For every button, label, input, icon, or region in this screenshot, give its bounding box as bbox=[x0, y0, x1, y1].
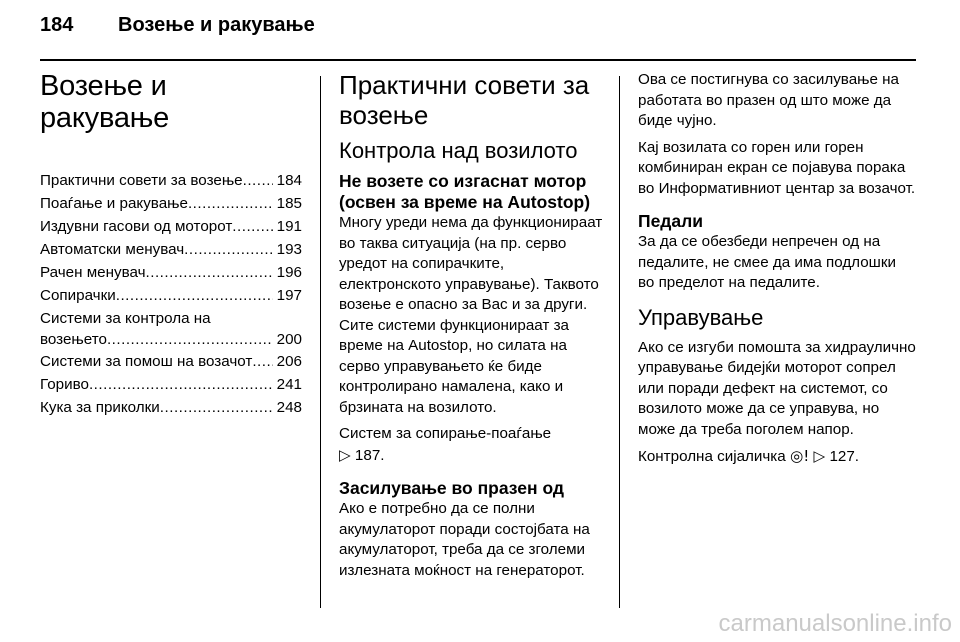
section-title-line: Практични совети за bbox=[339, 70, 590, 100]
toc-entry[interactable] bbox=[40, 375, 302, 396]
topic-heading bbox=[339, 171, 603, 213]
toc-leader-dots bbox=[160, 398, 273, 419]
paragraph-text: Контролна сијаличка bbox=[638, 448, 786, 465]
topic-heading: Педали bbox=[638, 211, 704, 231]
page-ref-link[interactable]: 127. bbox=[829, 448, 859, 465]
steering-warning-icon: ◎! bbox=[789, 447, 810, 465]
topic-heading-line: (освен за време на Autostop) bbox=[339, 192, 591, 212]
cross-reference-paragraph bbox=[339, 424, 603, 466]
toc-leader-dots bbox=[116, 286, 273, 307]
continuation-column bbox=[638, 70, 916, 474]
toc-entry[interactable] bbox=[40, 217, 302, 238]
toc-entry[interactable] bbox=[40, 171, 302, 192]
page-number: 184 bbox=[40, 14, 74, 36]
section-column bbox=[339, 70, 603, 587]
page-ref-icon: ▷ bbox=[339, 445, 351, 464]
section-title bbox=[339, 70, 603, 130]
toc-entry-label: Издувни гасови од моторот bbox=[40, 217, 233, 235]
toc-entry-page: 185 bbox=[276, 194, 302, 212]
toc-leader-dots bbox=[252, 352, 272, 373]
header-title: Возење и ракување bbox=[118, 14, 315, 36]
toc-entry-label: Сопирачки bbox=[40, 286, 116, 304]
toc-leader-dots bbox=[146, 263, 273, 284]
paragraph: Кај возилата со горен или горен комбиниран екран се појавува порака во Информативниот центар за возачот. bbox=[638, 138, 916, 197]
toc-leader-dots bbox=[89, 375, 273, 396]
toc-entry-label: Автоматски менувач bbox=[40, 240, 185, 258]
toc-entry-label: Гориво bbox=[40, 376, 89, 394]
toc-entry-label: Рачен менувач bbox=[40, 263, 146, 281]
toc-entry-label: Практични совети за возење bbox=[40, 172, 243, 189]
column-divider-left bbox=[320, 76, 321, 608]
header-rule bbox=[40, 59, 916, 61]
paragraph: Многу уреди нема да функционираат во таква ситуација (на пр. серво уредот на сопирачките, електронското управување). Таквото возење е опасно за Вас и за други. Сите системи функционираат за време на Autostop, но силата на серво управувањето ќе биде контролирано намалена, како и брзината на возилото. bbox=[339, 214, 603, 416]
toc-entry[interactable] bbox=[40, 286, 302, 307]
chapter-toc bbox=[40, 171, 302, 419]
paragraph: Ако е потребно да се полни акумулаторот поради состојбата на акумулаторот, треба да се зголеми излезната моќност на генераторот. bbox=[339, 500, 590, 579]
toc-entry-page: 191 bbox=[276, 217, 302, 235]
toc-leader-dots bbox=[243, 171, 273, 192]
toc-entry[interactable] bbox=[40, 352, 302, 373]
paragraph-text: Систем за сопирање-поаѓање bbox=[339, 425, 552, 442]
subsection-heading: Управување bbox=[638, 304, 764, 330]
section-title-line: возење bbox=[339, 100, 429, 130]
toc-entry[interactable] bbox=[40, 194, 302, 215]
paragraph: Ова се постигнува со засилување на работата во празен од што може да биде чујно. bbox=[638, 71, 899, 129]
subsection-heading: Контрола над возилото bbox=[339, 138, 578, 163]
toc-entry[interactable] bbox=[40, 309, 302, 350]
toc-entry-page: 248 bbox=[276, 399, 302, 417]
toc-entry-label: Кука за приколки bbox=[40, 399, 160, 417]
page-ref-link[interactable]: 187. bbox=[354, 446, 385, 464]
chapter-title: Возење и ракување bbox=[40, 70, 170, 134]
toc-entry-page: 196 bbox=[276, 263, 302, 281]
toc-leader-dots bbox=[188, 194, 273, 215]
column-divider-right bbox=[619, 76, 620, 608]
page-ref-icon: ▷ bbox=[813, 447, 826, 465]
toc-entry-page: 193 bbox=[276, 240, 302, 258]
toc-entry-label: Системи за контрола на bbox=[40, 309, 211, 327]
chapter-column bbox=[40, 70, 302, 421]
toc-entry[interactable] bbox=[40, 263, 302, 284]
toc-leader-dots bbox=[232, 217, 272, 238]
toc-entry-label: Поаѓање и ракување bbox=[40, 194, 188, 212]
toc-entry-page: 184 bbox=[276, 172, 302, 189]
toc-entry-label: возењето bbox=[40, 330, 107, 348]
toc-leader-dots bbox=[107, 330, 273, 351]
toc-entry-label: Системи за помош на возачот bbox=[40, 353, 253, 371]
toc-entry-page: 197 bbox=[276, 286, 302, 304]
watermark: carmanualsonline.info bbox=[718, 610, 952, 637]
page-header bbox=[40, 14, 315, 44]
cross-reference-paragraph bbox=[638, 446, 916, 468]
toc-entry[interactable] bbox=[40, 240, 302, 261]
paragraph: Ако се изгуби помошта за хидраулично управување бидејќи моторот сопрел или поради дефект на системот, со возилото може да се управува, но може да треба поголем напор. bbox=[638, 338, 916, 438]
toc-entry-page: 241 bbox=[276, 376, 302, 394]
toc-leader-dots bbox=[184, 240, 272, 261]
toc-entry-page: 200 bbox=[276, 330, 302, 348]
paragraph: За да се обезбеди непречен од на педалите, не смее да има подлошки во пределот на педалите. bbox=[638, 233, 896, 291]
topic-heading: Засилување во празен од bbox=[339, 478, 565, 498]
topic-heading-line: Не возете со изгаснат мотор bbox=[339, 171, 587, 191]
toc-entry[interactable] bbox=[40, 398, 302, 419]
toc-entry-page: 206 bbox=[276, 353, 302, 371]
